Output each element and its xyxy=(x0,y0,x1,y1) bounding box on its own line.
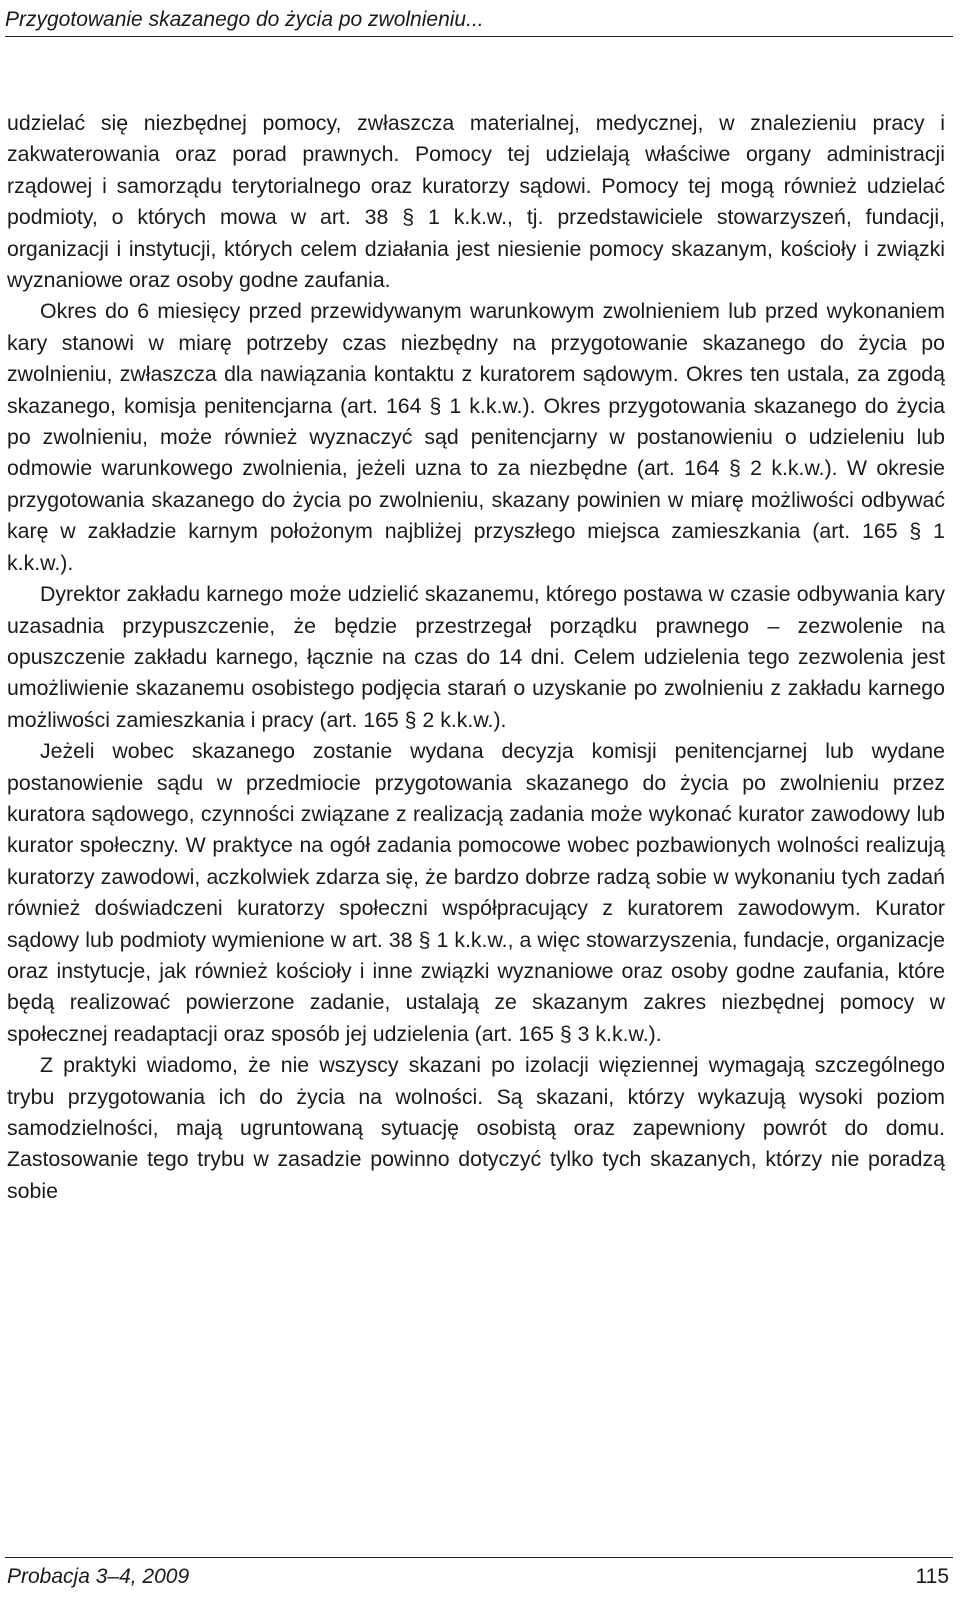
body-text xyxy=(7,108,945,1207)
paragraph: Okres do 6 miesięcy przed przewidywanym warunkowym zwolnieniem lub przed wykonaniem kary stanowi w miarę potrzeby czas niezbędny na przygotowanie skazanego do życia po zwolnieniu, zwłaszcza dla nawiązania kontaktu z kuratorem sądowym. Okres ten ustala, za zgodą skazanego, komisja penitencjarna (art. 164 § 1 k.k.w.). Okres przygotowania skazanego do życia po zwolnieniu, może również wyznaczyć sąd penitencjarny w postanowieniu o udzieleniu lub odmowie warunkowego zwolnienia, jeżeli uzna to za niezbędne (art. 164 § 2 k.k.w.). W okresie przygotowania skazanego do życia po zwolnieniu, skazany powinien w miarę możliwości odbywać karę w zakładzie karnym położonym najbliżej przyszłego miejsca zamieszkania (art. 165 § 1 k.k.w.). xyxy=(7,299,945,575)
page-number: 115 xyxy=(915,1565,949,1588)
paragraph: Z praktyki wiadomo, że nie wszyscy skazani po izolacji więziennej wymagają szczególnego trybu przygotowania ich do życia na wolności. Są skazani, którzy wykazują wysoki poziom samodzielności, mają ugruntowaną sytuację osobistą oraz zapewniony powrót do domu. Zastosowanie tego trybu w zasadzie powinno dotyczyć tylko tych skazanych, którzy nie poradzą sobie xyxy=(7,1053,945,1203)
paragraph-continued: udzielać się niezbędnej pomocy, zwłaszcza materialnej, medycznej, w znalezieniu pracy i zakwaterowania oraz porad prawnych. Pomocy tej udzielają właściwe organy administracji rządowej i samorządu terytorialnego oraz kuratorzy sądowi. Pomocy tej mogą również udzielać podmioty, o których mowa w art. 38 § 1 k.k.w., tj. przedstawiciele stowarzyszeń, fundacji, organizacji i instytucji, których celem działania jest niesienie pomocy skazanym, kościoły i związki wyznaniowe oraz osoby godne zaufania. xyxy=(7,111,945,293)
running-header-title: Przygotowanie skazanego do życia po zwolnieniu... xyxy=(5,8,484,31)
journal-name: Probacja 3–4, 2009 xyxy=(7,1565,190,1588)
running-header xyxy=(5,6,953,37)
running-footer xyxy=(5,1557,953,1594)
paragraph: Dyrektor zakładu karnego może udzielić skazanemu, którego postawa w czasie odbywania kary uzasadnia przypuszczenie, że będzie przestrzegał porządku prawnego – zezwolenie na opuszczenie zakładu karnego, łącznie na czas do 14 dni. Celem udzielenia tego zezwolenia jest umożliwienie skazanemu osobistego podjęcia starań o uzyskanie po zwolnieniu z zakładu karnego możliwości zamieszkania i pracy (art. 165 § 2 k.k.w.). xyxy=(7,582,945,732)
paragraph: Jeżeli wobec skazanego zostanie wydana decyzja komisji penitencjarnej lub wydane postanowienie sądu w przedmiocie przygotowania skazanego do życia po zwolnieniu przez kuratora sądowego, czynności związane z realizacją zadania może wykonać kurator zawodowy lub kurator społeczny. W praktyce na ogół zadania pomocowe wobec pozbawionych wolności realizują kuratorzy zawodowi, aczkolwiek zdarza się, że bardzo dobrze radzą sobie w wykonaniu tych zadań również doświadczeni kuratorzy społeczni współpracujący z kuratorem zawodowym. Kurator sądowy lub podmioty wymienione w art. 38 § 1 k.k.w., a więc stowarzyszenia, fundacje, organizacje oraz instytucje, jak również kościoły i inne związki wyznaniowe oraz osoby godne zaufania, które będą realizować powierzone zadanie, ustalają ze skazanym zakres niezbędnej pomocy w społecznej readaptacji oraz sposób jej udzielenia (art. 165 § 3 k.k.w.). xyxy=(7,739,945,1046)
